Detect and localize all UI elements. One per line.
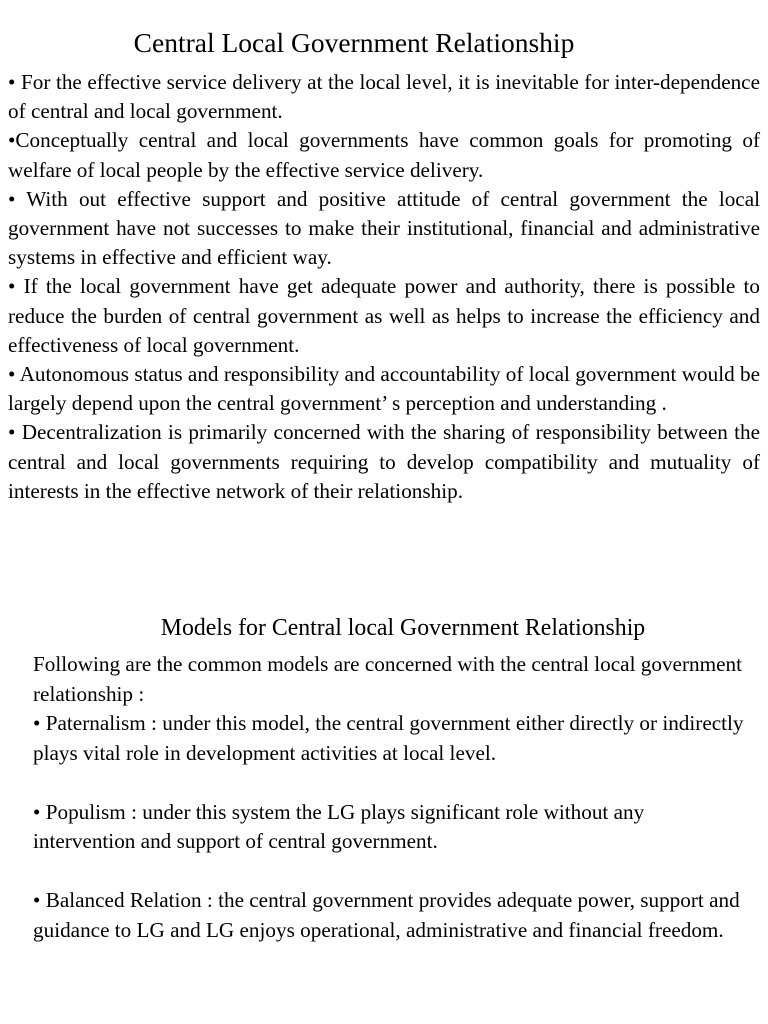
bullet-autonomous-status: • Autonomous status and responsibility and accountability of local government would be largely depend upon the central government’ s perception and understanding . xyxy=(8,362,760,416)
bullet-common-goals: •Conceptually central and local governments have common goals for promoting of welfare of local people by the effective service delivery. xyxy=(8,128,760,182)
page-title: Central Local Government Relationship xyxy=(133,27,575,58)
bullet-central-support: • With out effective support and positive attitude of central government the local government have not successes to make their institutional, financial and administrative systems in effective and efficient way. xyxy=(8,186,760,270)
bullet-interdependence: • For the effective service delivery at the local level, it is inevitable for inter-dependence of central and local government. xyxy=(8,70,760,124)
relationship-bullets xyxy=(8,68,760,506)
bullet-power-authority: • If the local government have get adequate power and authority, there is possible to reduce the burden of central government as well as helps to increase the efficiency and effectiveness of local government. xyxy=(8,274,760,357)
models-heading: Models for Central local Government Relationship xyxy=(160,615,646,641)
bullet-decentralization: • Decentralization is primarily concerned with the sharing of responsibility between the central and local governments requiring to develop compatibility and mutuality of interests in the effective network of their relationship. xyxy=(8,420,760,503)
model-paternalism: • Paternalism : under this model, the central government either directly or indirectly plays vital role in development activities at local level. xyxy=(33,711,744,765)
models-section xyxy=(33,650,745,945)
models-intro: Following are the common models are concerned with the central local government relationship : xyxy=(33,652,742,706)
model-populism: • Populism : under this system the LG plays significant role without any intervention and support of central government. xyxy=(33,799,645,853)
model-balanced-relation: • Balanced Relation : the central government provides adequate power, support and guidance to LG and LG enjoys operational, administrative and financial freedom. xyxy=(33,888,740,942)
